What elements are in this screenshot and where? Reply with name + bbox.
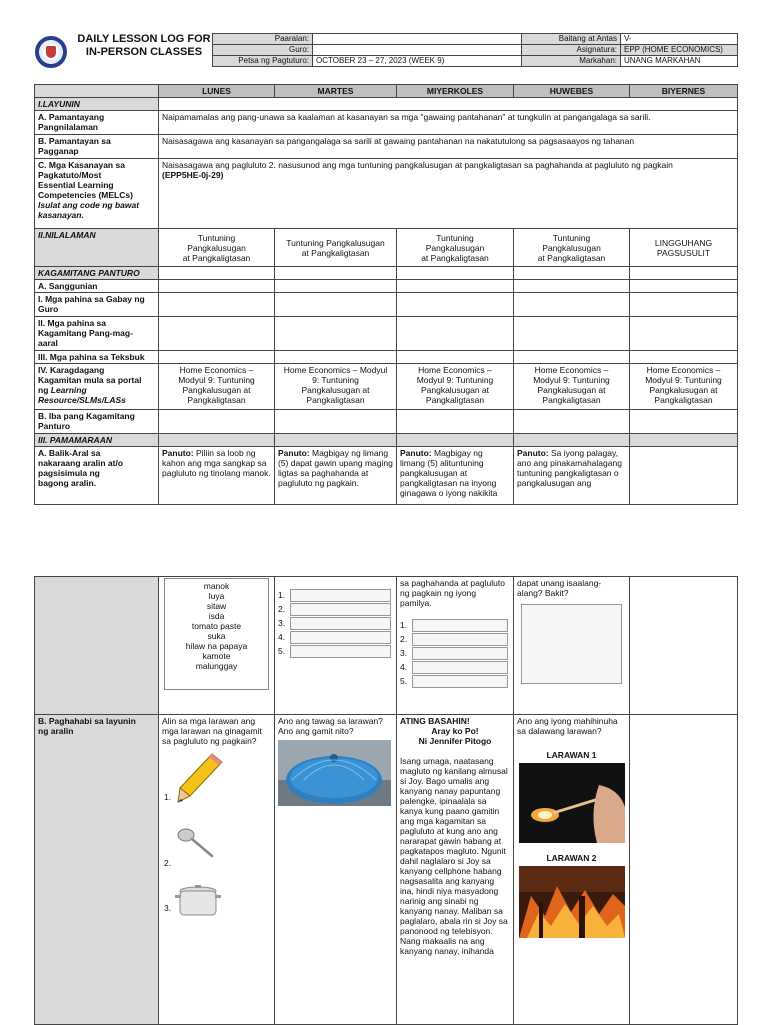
header-info-table xyxy=(212,33,738,67)
ingredient-item: kamote xyxy=(202,651,231,661)
lesson-log-table-continued xyxy=(34,576,738,1025)
paghahabi-huwebes xyxy=(514,715,630,1025)
wed-answer-cell xyxy=(397,577,514,715)
story-text: Isang umaga, naatasang magluto ng kanilang almusal si Joy. Bago umalis ang kanyang nanay papuntang palengke, ipinaalala sa kanya kung paano gamitin ang mga kagamitan sa pagluluto at kung ano ang nararapat gawin habang at pagkatapos magluto. Ngunit dahil naglalaro si Joy sa kanyang cellphone habang nagsasalita ang kanyang ina, hindi niya masyadong narinig ang sinabi ng kanyang nanay. Maliban sa paglalaro, abala rin si Joy sa panonood ng telebisyon. Nang makaalis na ang kanyang nanay, inihanda xyxy=(400,756,508,956)
pamantayang-pangnilalaman-label: A. Pamantayang Pangnilalaman xyxy=(35,111,159,135)
story-heading: ATING BASAHIN! xyxy=(400,716,470,726)
balik-aral-lunes xyxy=(159,447,275,505)
food-cover-photo xyxy=(278,740,391,806)
lesson-log-table xyxy=(34,84,738,505)
nilalaman-biyernes: LINGGUHANG PAGSUSULIT xyxy=(630,229,738,267)
markahan-value: UNANG MARKAHAN xyxy=(621,56,738,67)
ingredient-item: suka xyxy=(207,631,226,641)
balik-aral-huwebes xyxy=(514,447,630,505)
markahan-label: Markahan: xyxy=(522,56,621,67)
panuto-label: Panuto: xyxy=(517,448,549,458)
paghahabi-miyerkoles xyxy=(397,715,514,1025)
guro-label: Guro: xyxy=(213,45,313,56)
melc-text: Naisasagawa ang pagluluto 2. nasusunod ang mga tuntuning pangkalusugan at pangkaligtasan sa paghahanda at pagluluto ng pagkain xyxy=(162,160,673,170)
nilalaman-miyerkoles: Tuntuning Pangkalusugan at Pangkaligtasan xyxy=(397,229,514,267)
thu-answer-box[interactable] xyxy=(521,604,622,684)
paghahabi-lunes xyxy=(159,715,275,1025)
cooking-pot-icon xyxy=(174,882,222,922)
paghahabi-label: B. Paghahabi sa layunin ng aralin xyxy=(35,715,159,1025)
document-title xyxy=(76,33,212,59)
petsa-value: OCTOBER 23 – 27, 2023 (WEEK 9) xyxy=(313,56,522,67)
paaralan-value xyxy=(313,34,522,45)
lit-match-photo xyxy=(519,763,625,843)
ingredient-item: luya xyxy=(208,591,225,601)
ingredient-item: isda xyxy=(208,611,225,621)
balik-aral-martes-text: Magbigay ng limang (5) dapat gawin upang maging ligtas sa paghahanda at pagluluto ng pagkain. xyxy=(278,448,393,488)
item-number: 3. xyxy=(164,903,172,913)
answer-line[interactable]: 1. xyxy=(278,588,393,602)
balik-aral-miyerkoles xyxy=(397,447,514,505)
section-layunin: I.LAYUNIN xyxy=(35,98,159,111)
ingredient-item: sitaw xyxy=(206,601,227,611)
balik-aral-lunes-text: Piliin sa loob ng kahon ang mga sangkap sa pagluluto ng tinolang manok. xyxy=(162,448,271,478)
panuto-label: Panuto: xyxy=(400,448,432,458)
section-kagamitang-panturo: KAGAMITANG PANTURO xyxy=(35,267,159,280)
portal-lunes: Home Economics – Modyul 9: Tuntuning Pangkalusugan at Pangkaligtasan xyxy=(159,364,275,410)
story-title: Aray ko Po! xyxy=(431,726,479,736)
answer-line[interactable]: 3. xyxy=(400,646,510,660)
balik-aral-martes xyxy=(275,447,397,505)
pamantayang-pangnilalaman-text: Naipamamalas ang pang-unawa sa kaalaman at kasanayan sa mga "gawaing pantahanan" at tungkulin at pangangalaga sa sarili. xyxy=(159,111,738,135)
portal-biyernes: Home Economics – Modyul 9: Tuntuning Pangkalusugan at Pangkaligtasan xyxy=(630,364,738,410)
pamantayan-pagganap-text: Naisasagawa ang kasanayan sa pangangalaga sa sarili at gawaing pantahanan na nakatutulong sa pagsasaayos ng tahanan xyxy=(159,135,738,159)
karagdagang-kagamitan-label-italic: Learning Resource/SLMs/LASs xyxy=(38,385,126,405)
deped-seal-logo xyxy=(35,36,67,68)
ingredients-cell xyxy=(159,577,275,715)
baitang-value: V- xyxy=(621,34,738,45)
section-nilalaman: II.NILALAMAN xyxy=(35,229,159,267)
item-number: 2. xyxy=(164,858,172,868)
kagamitang-mag-aaral-label: II. Mga pahina sa Kagamitang Pang-mag- aaral xyxy=(35,317,159,351)
teksbuk-label: III. Mga pahina sa Teksbuk xyxy=(35,351,159,364)
section-pamamaraan: III. PAMAMARAAN xyxy=(35,434,159,447)
ingredients-box xyxy=(164,578,269,690)
ingredient-item: malunggay xyxy=(195,661,238,671)
day-header: LUNES xyxy=(159,85,275,98)
item-number: 1. xyxy=(164,792,172,802)
balik-aral-huwebes-text: Sa iyong palagay, ano ang pinakamahalagang tuntuning pangkaligtasan o pangkalusugan ang xyxy=(517,448,622,488)
pencil-icon xyxy=(176,752,224,804)
paghahabi-huwebes-question: Ano ang iyong mahihinuha sa dalawang larawan? xyxy=(517,716,618,736)
baitang-label: Baitang at Antas xyxy=(522,34,621,45)
ingredient-item: hilaw na papaya xyxy=(185,641,248,651)
karagdagang-kagamitan-label: IV. Karagdagang Kagamitan mula sa portal ng xyxy=(38,365,142,395)
portal-martes: Home Economics – Modyul 9: Tuntuning Pangkalusugan at Pangkaligtasan xyxy=(275,364,397,410)
melc-code: (EPP5HE-0j-29) xyxy=(162,170,224,180)
portal-huwebes: Home Economics – Modyul 9: Tuntuning Pangkalusugan at Pangkaligtasan xyxy=(514,364,630,410)
nilalaman-martes: Tuntuning Pangkalusugan at Pangkaligtasan xyxy=(275,229,397,267)
answer-line[interactable]: 5. xyxy=(278,644,393,658)
day-header: MIYERKOLES xyxy=(397,85,514,98)
paghahabi-martes xyxy=(275,715,397,1025)
panuto-label: Panuto: xyxy=(162,448,194,458)
corner-cell xyxy=(35,85,159,98)
answer-line[interactable]: 4. xyxy=(400,660,510,674)
day-header: HUWEBES xyxy=(514,85,630,98)
spoon-icon xyxy=(176,826,216,860)
asignatura-label: Asignatura: xyxy=(522,45,621,56)
paghahabi-martes-question: Ano ang tawag sa larawan? Ano ang gamit nito? xyxy=(278,716,383,736)
petsa-label: Petsa ng Pagtuturo: xyxy=(213,56,313,67)
title-line-1: DAILY LESSON LOG FOR xyxy=(77,33,211,45)
melc-note: Isulat ang code ng bawat kasanayan. xyxy=(38,200,140,220)
tue-answer-cell xyxy=(275,577,397,715)
paghahabi-lunes-question: Alin sa mga larawan ang mga larawan na ginagamit sa pagluluto ng pagkain? xyxy=(162,716,262,746)
balik-aral-label: A. Balik-Aral sa nakaraang aralin at/o pagsisimula ng bagong aralin. xyxy=(35,447,159,505)
melc-text-cell xyxy=(159,159,738,229)
thu-continued-text: dapat unang isaalang-alang? Bakit? xyxy=(517,578,602,598)
larawan-2-label: LARAWAN 2 xyxy=(546,853,597,863)
karagdagang-kagamitan-label-cell xyxy=(35,364,159,410)
guro-value xyxy=(313,45,522,56)
thu-answer-cell xyxy=(514,577,630,715)
panuto-label: Panuto: xyxy=(278,448,310,458)
pamantayan-pagganap-label: B. Pamantayan sa Pagganap xyxy=(35,135,159,159)
answer-line[interactable]: 2. xyxy=(278,602,393,616)
nilalaman-huwebes: Tuntuning Pangkalusugan at Pangkaligtasan xyxy=(514,229,630,267)
nilalaman-lunes: Tuntuning Pangkalusugan at Pangkaligtasan xyxy=(159,229,275,267)
answer-line[interactable]: 2. xyxy=(400,632,510,646)
melc-label-cell xyxy=(35,159,159,229)
portal-miyerkoles: Home Economics – Modyul 9: Tuntuning Pangkalusugan at Pangkaligtasan xyxy=(397,364,514,410)
answer-line[interactable]: 1. xyxy=(400,618,510,632)
melc-label: C. Mga Kasanayan sa Pagkatuto/Most Essential Learning Competencies (MELCs) xyxy=(38,160,133,200)
title-line-2: IN-PERSON CLASSES xyxy=(85,46,203,58)
ingredient-item: manok xyxy=(203,581,230,591)
answer-line[interactable]: 5. xyxy=(400,674,510,688)
story-author: Ni Jennifer Pitogo xyxy=(418,736,492,746)
answer-line[interactable]: 3. xyxy=(278,616,393,630)
sanggunian-label: A. Sanggunian xyxy=(35,280,159,293)
paaralan-label: Paaralan: xyxy=(213,34,313,45)
gabay-guro-label: I. Mga pahina sa Gabay ng Guro xyxy=(35,293,159,317)
balik-aral-miyerkoles-text: Magbigay ng limang (5) alituntuning pangkalusugan at pangkaligtasan na inyong ginagawa o iyong nakikita xyxy=(400,448,498,498)
day-header: BIYERNES xyxy=(630,85,738,98)
wed-continued-text: sa paghahanda at pagluluto ng pagkain ng iyong pamilya. xyxy=(400,578,505,608)
ingredient-item: tomato paste xyxy=(191,621,242,631)
larawan-1-label: LARAWAN 1 xyxy=(546,750,597,760)
answer-line[interactable]: 4. xyxy=(278,630,393,644)
iba-pang-kagamitan-label: B. Iba pang Kagamitang Panturo xyxy=(35,410,159,434)
house-fire-photo xyxy=(519,866,625,938)
asignatura-value: EPP (HOME ECONOMICS) xyxy=(621,45,738,56)
day-header: MARTES xyxy=(275,85,397,98)
